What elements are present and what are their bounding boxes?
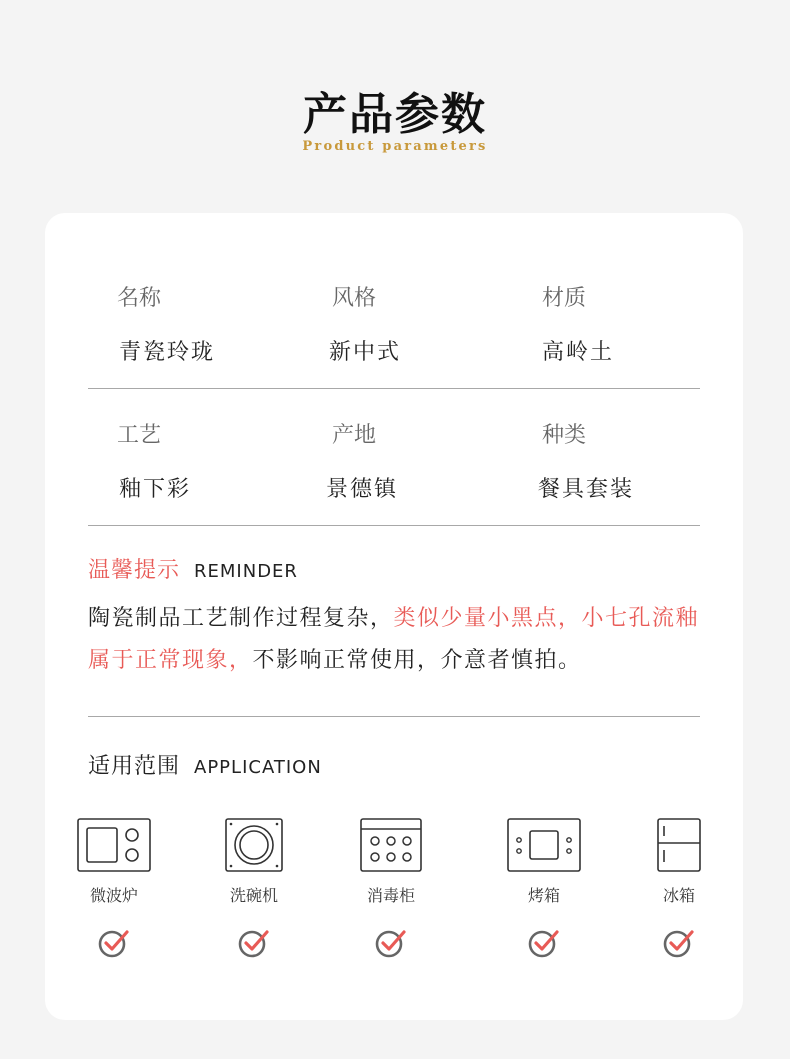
appliance-name: 冰箱 [662, 886, 695, 905]
reminder-text-part1: 陶瓷制品工艺制作过程复杂， [88, 606, 394, 631]
appliance-name: 洗碗机 [229, 886, 278, 905]
appliance-sterilizer [341, 818, 441, 905]
appliance-name: 消毒柜 [366, 886, 415, 905]
dishwasher-icon [225, 818, 283, 872]
checkmark-icon [528, 928, 562, 958]
checkmark-icon [375, 928, 409, 958]
application-title-cn: 适用范围 [88, 754, 181, 779]
param-label-craft: 工艺 [117, 423, 162, 448]
param-label-origin: 产地 [332, 423, 377, 448]
reminder-heading [88, 553, 298, 584]
checkmark-icon [238, 928, 272, 958]
appliance-name: 烤箱 [527, 886, 560, 905]
sterilizer-icon [360, 818, 422, 872]
param-value-origin: 景德镇 [326, 477, 399, 502]
application-heading [88, 749, 322, 780]
appliance-microwave [64, 818, 164, 905]
microwave-icon [77, 818, 151, 872]
appliance-fridge [629, 818, 729, 905]
param-value-category: 餐具套装 [538, 477, 635, 502]
divider [88, 525, 700, 526]
reminder-title-en: REMINDER [194, 561, 298, 582]
appliance-oven [494, 818, 594, 905]
reminder-title-cn: 温馨提示 [88, 558, 181, 583]
fridge-icon [657, 818, 701, 872]
param-label-name: 名称 [117, 286, 162, 311]
params-card [45, 213, 743, 1020]
param-label-style: 风格 [332, 286, 377, 311]
param-label-category: 种类 [542, 423, 587, 448]
application-title-en: APPLICATION [194, 757, 322, 778]
param-value-material: 高岭土 [542, 340, 615, 365]
reminder-text [88, 598, 718, 682]
page-subtitle: Product parameters [302, 139, 488, 154]
checkmark-icon [98, 928, 132, 958]
appliance-dishwasher [204, 818, 304, 905]
appliance-name: 微波炉 [89, 886, 138, 905]
checkmark-icon [663, 928, 697, 958]
param-value-craft: 釉下彩 [119, 477, 192, 502]
reminder-text-part2: 不影响正常使用，介意者慎拍。 [252, 648, 582, 673]
reminder-text-highlight: 类似少量小黑点，小七孔流釉属于正常现象， [88, 606, 700, 673]
divider [88, 388, 700, 389]
oven-icon [507, 818, 581, 872]
param-value-style: 新中式 [329, 340, 402, 365]
page-title: 产品参数 [303, 89, 487, 140]
param-label-material: 材质 [542, 286, 587, 311]
param-value-name: 青瓷玲珑 [119, 340, 216, 365]
divider [88, 716, 700, 717]
